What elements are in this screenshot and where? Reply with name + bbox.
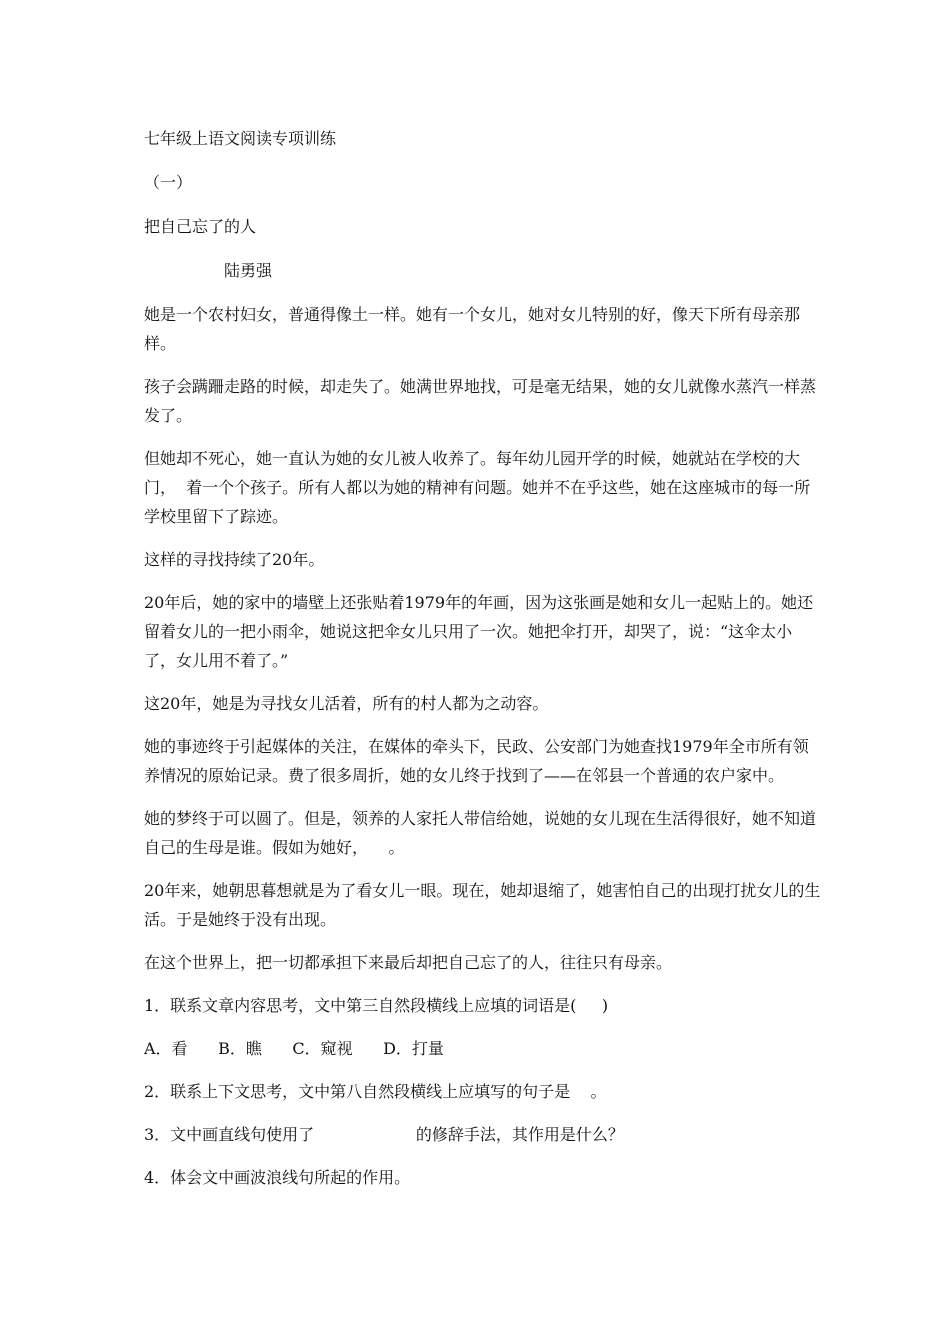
document-title: 七年级上语文阅读专项训练 — [144, 129, 337, 148]
document-body — [144, 124, 824, 1206]
paragraph: 这20年，她是为寻找女儿活着，所有的村人都为之动容。 — [144, 694, 549, 713]
article-author: 陆勇强 — [224, 261, 273, 280]
question-1-options: A．看 B．瞧 C．窥视 D．打量 — [144, 1039, 444, 1058]
question-3: 3．文中画直线句使用了 的修辞手法，其作用是什么？ — [144, 1125, 624, 1144]
paragraph: 她的事迹终于引起媒体的关注，在媒体的牵头下，民政、公安部门为她查找1979年全市所有领养情况的原始记录。费了很多周折，她的女儿终于找到了——在邻县一个普通的农户家中。 — [144, 737, 809, 785]
paragraph: 她是一个农村妇女，普通得像土一样。她有一个女儿，她对女儿特别的好，像天下所有母亲那样。 — [144, 305, 801, 353]
paragraph: 孩子会蹒跚走路的时候，却走失了。她满世界地找，可是毫无结果，她的女儿就像水蒸汽一样蒸发了。 — [144, 377, 817, 425]
question-4: 4．体会文中画波浪线句所起的作用。 — [144, 1168, 411, 1187]
paragraph: 她的梦终于可以圆了。但是，领养的人家托人带信给她，说她的女儿现在生活得很好，她不知道自己的生母是谁。假如为她好， 。 — [144, 809, 817, 857]
paragraph: 20年来，她朝思暮想就是为了看女儿一眼。现在，她却退缩了，她害怕自己的出现打扰女儿的生活。于是她终于没有出现。 — [144, 881, 821, 929]
question-2: 2．联系上下文思考，文中第八自然段横线上应填写的句子是 。 — [144, 1082, 607, 1101]
paragraph: 但她却不死心，她一直认为她的女儿被人收养了。每年幼儿园开学的时候，她就站在学校的大门， 着一个个孩子。所有人都以为她的精神有问题。她并不在乎这些，她在这座城市的每一所学校里留下了踪迹。 — [144, 449, 811, 526]
article-title: 把自己忘了的人 — [144, 217, 257, 236]
paragraph: 20年后，她的家中的墙壁上还张贴着1979年的年画，因为这张画是她和女儿一起贴上的。她还留着女儿的一把小雨伞，她说这把伞女儿只用了一次。她把伞打开，却哭了，说：“这伞太小了，女儿用不着了。” — [144, 593, 814, 670]
paragraph: 在这个世界上，把一切都承担下来最后却把自己忘了的人，往往只有母亲。 — [144, 953, 673, 972]
section-number: （一） — [144, 173, 193, 192]
paragraph: 这样的寻找持续了20年。 — [144, 550, 325, 569]
question-1: 1．联系文章内容思考，文中第三自然段横线上应填的词语是( ) — [144, 996, 609, 1015]
